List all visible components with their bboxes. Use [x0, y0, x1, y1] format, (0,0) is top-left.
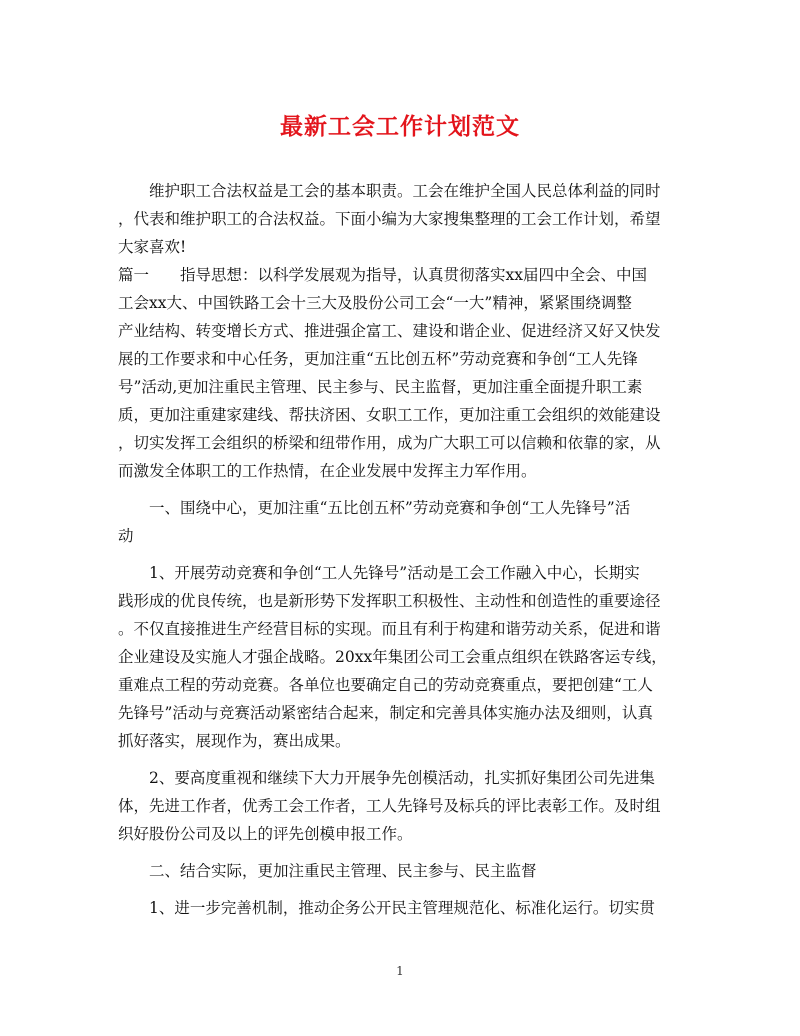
text-line: 产业结构、转变增长方式、推进强企富工、建设和谐企业、促进经济又好又快发 — [118, 322, 661, 340]
text-line: 1、开展劳动竞赛和争创“工人先锋号”活动是工会工作融入中心，长期实 — [118, 564, 640, 582]
text-line: 一、围绕中心，更加注重“五比创五杯”劳动竞赛和争创“工人先锋号”活 — [118, 499, 631, 517]
paragraph-gap — [118, 485, 678, 494]
text-line: 抓好落实，展现作为，赛出成果。 — [118, 732, 351, 750]
text-line: 质，更加注重建家建线、帮扶济困、女职工工作，更加注重工会组织的效能建设 — [118, 406, 661, 424]
text-line: ，切实发挥工会组织的桥梁和纽带作用，成为广大职工可以信赖和依靠的家，从 — [118, 434, 661, 452]
text-line: 企业建设及实施人才强企战略。20xx年集团公司工会重点组织在铁路客运专线， — [118, 648, 667, 666]
text-line: 篇一 指导思想：以科学发展观为指导，认真贯彻落实xx届四中全会、中国 — [118, 266, 647, 284]
text-line: 大家喜欢! — [118, 238, 187, 256]
text-line: 重难点工程的劳动竞赛。各单位也要确定自己的劳动竞赛重点，要把创建“工人 — [118, 676, 653, 694]
text-line: 工会xx大、中国铁路工会十三大及股份公司工会“一大”精神，紧紧围绕调整 — [118, 294, 632, 312]
text-line: 动 — [118, 527, 134, 545]
text-line: 。不仅直接推进生产经营目标的实现。而且有利于构建和谐劳动关系，促进和谐 — [118, 620, 661, 638]
paragraph-gap — [118, 848, 678, 857]
paragraph-gap — [118, 885, 678, 894]
text-line: 二、结合实际，更加注重民主管理、民主参与、民主监督 — [118, 862, 537, 880]
text-line: 践形成的优良传统，也是新形势下发挥职工积极性、主动性和创造性的重要途径 — [118, 592, 661, 610]
text-line: 维护职工合法权益是工会的基本职责。工会在维护全国人民总体利益的同时 — [118, 182, 661, 200]
text-line: 号”活动,更加注重民主管理、民主参与、民主监督，更加注重全面提升职工素 — [118, 378, 643, 396]
document-title: 最新工会工作计划范文 — [280, 113, 520, 140]
paragraph-gap — [118, 755, 678, 764]
text-line: 1、进一步完善机制，推动企务公开民主管理规范化、标准化运行。切实贯 — [118, 899, 655, 917]
text-line: 先锋号”活动与竞赛活动紧密结合起来，制定和完善具体实施办法及细则，认真 — [118, 704, 653, 722]
paragraph-gap — [118, 550, 678, 559]
text-line: 2、要高度重视和继续下大力开展争先创模活动，扎实抓好集团公司先进集 — [118, 769, 655, 787]
document-body — [118, 177, 678, 922]
text-line: 展的工作要求和中心任务，更加注重“五比创五杯”劳动竞赛和争创“工人先锋 — [118, 350, 638, 368]
text-line: 而激发全体职工的工作热情，在企业发展中发挥主力军作用。 — [118, 462, 537, 480]
text-line: 织好股份公司及以上的评先创模申报工作。 — [118, 825, 413, 843]
text-line: 体，先进工作者，优秀工会工作者，工人先锋号及标兵的评比表彰工作。及时组 — [118, 797, 661, 815]
page-number: 1 — [396, 964, 404, 978]
text-line: ，代表和维护职工的合法权益。下面小编为大家搜集整理的工会工作计划，希望 — [118, 210, 661, 228]
